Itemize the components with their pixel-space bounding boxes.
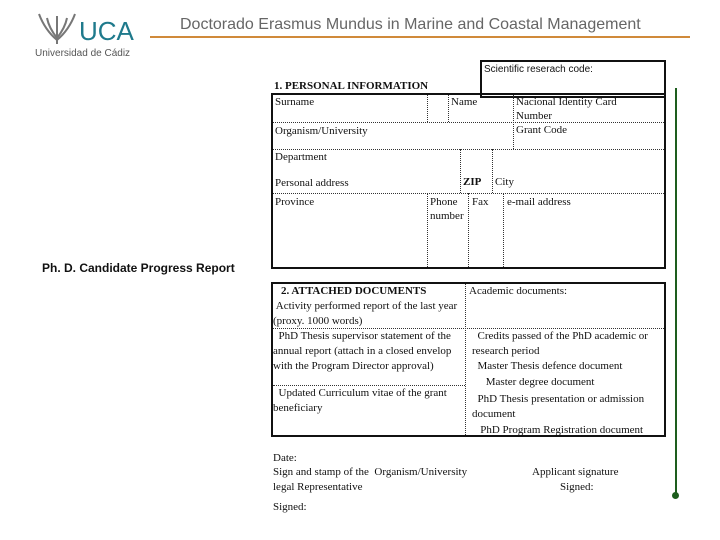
id-card-number-label: Number: [516, 110, 553, 122]
phone-field[interactable]: Phone: [430, 196, 458, 208]
legal-rep-label: legal Representative: [273, 481, 363, 493]
academic-documents-label: Academic documents:: [469, 285, 568, 297]
province-field[interactable]: Province: [275, 196, 315, 208]
logo-emblem-icon: [35, 10, 80, 46]
logo-text: UCA: [79, 16, 134, 46]
master-degree-item[interactable]: Master degree document: [472, 376, 595, 388]
surname-field[interactable]: Surname: [275, 96, 315, 108]
master-thesis-item[interactable]: Master Thesis defence document: [472, 360, 623, 372]
applicant-signature-label: Applicant signature: [532, 466, 619, 478]
header-rule: [150, 36, 690, 38]
address-field[interactable]: Personal address: [275, 177, 349, 189]
logo-subtitle: Universidad de Cádiz: [35, 48, 131, 59]
header-title: Doctorado Erasmus Mundus in Marine and Coastal Management: [180, 16, 641, 33]
id-card-field[interactable]: Nacional Identity Card: [516, 96, 617, 108]
green-rule-dot: [672, 492, 679, 499]
scientific-code-label: Scientific reserach code:: [484, 64, 593, 75]
name-field[interactable]: Name: [451, 96, 478, 108]
city-field[interactable]: City: [495, 176, 514, 188]
cv-item[interactable]: Updated Curriculum vitae of the grant beneficiary: [273, 387, 450, 414]
green-rule: [675, 88, 677, 495]
attached-heading: 2. ATTACHED DOCUMENTS: [281, 285, 427, 297]
supervisor-statement-item[interactable]: PhD Thesis supervisor statement of the annual report (attach in a closed envelop with the Program Director approval): [273, 330, 455, 372]
department-field[interactable]: Department: [275, 151, 327, 163]
activity-report-item[interactable]: Activity performed report of the last year (proxy. 1000 words): [273, 300, 460, 327]
registration-item[interactable]: PhD Program Registration document: [472, 424, 644, 436]
personal-info-box: [271, 93, 666, 269]
personal-heading: 1. PERSONAL INFORMATION: [274, 80, 429, 92]
credits-item[interactable]: Credits passed of the PhD academic or research period: [472, 330, 651, 357]
fax-field[interactable]: Fax: [472, 196, 489, 208]
applicant-signed-label: Signed:: [560, 481, 594, 493]
report-title: Ph. D. Candidate Progress Report: [42, 261, 235, 275]
sign-stamp-label: Sign and stamp of the Organism/University: [273, 466, 468, 478]
phd-thesis-item[interactable]: PhD Thesis presentation or admission document: [472, 393, 647, 420]
date-label: Date:: [273, 452, 297, 464]
uca-logo: [35, 10, 140, 62]
grant-code-field[interactable]: Grant Code: [516, 124, 568, 136]
attached-documents-box: [271, 282, 666, 437]
organism-field[interactable]: Organism/University: [275, 125, 368, 137]
zip-field[interactable]: ZIP: [463, 176, 482, 188]
email-field[interactable]: e-mail address: [507, 196, 571, 208]
phone-number-label: number: [430, 210, 464, 222]
signed-label: Signed:: [273, 501, 307, 513]
